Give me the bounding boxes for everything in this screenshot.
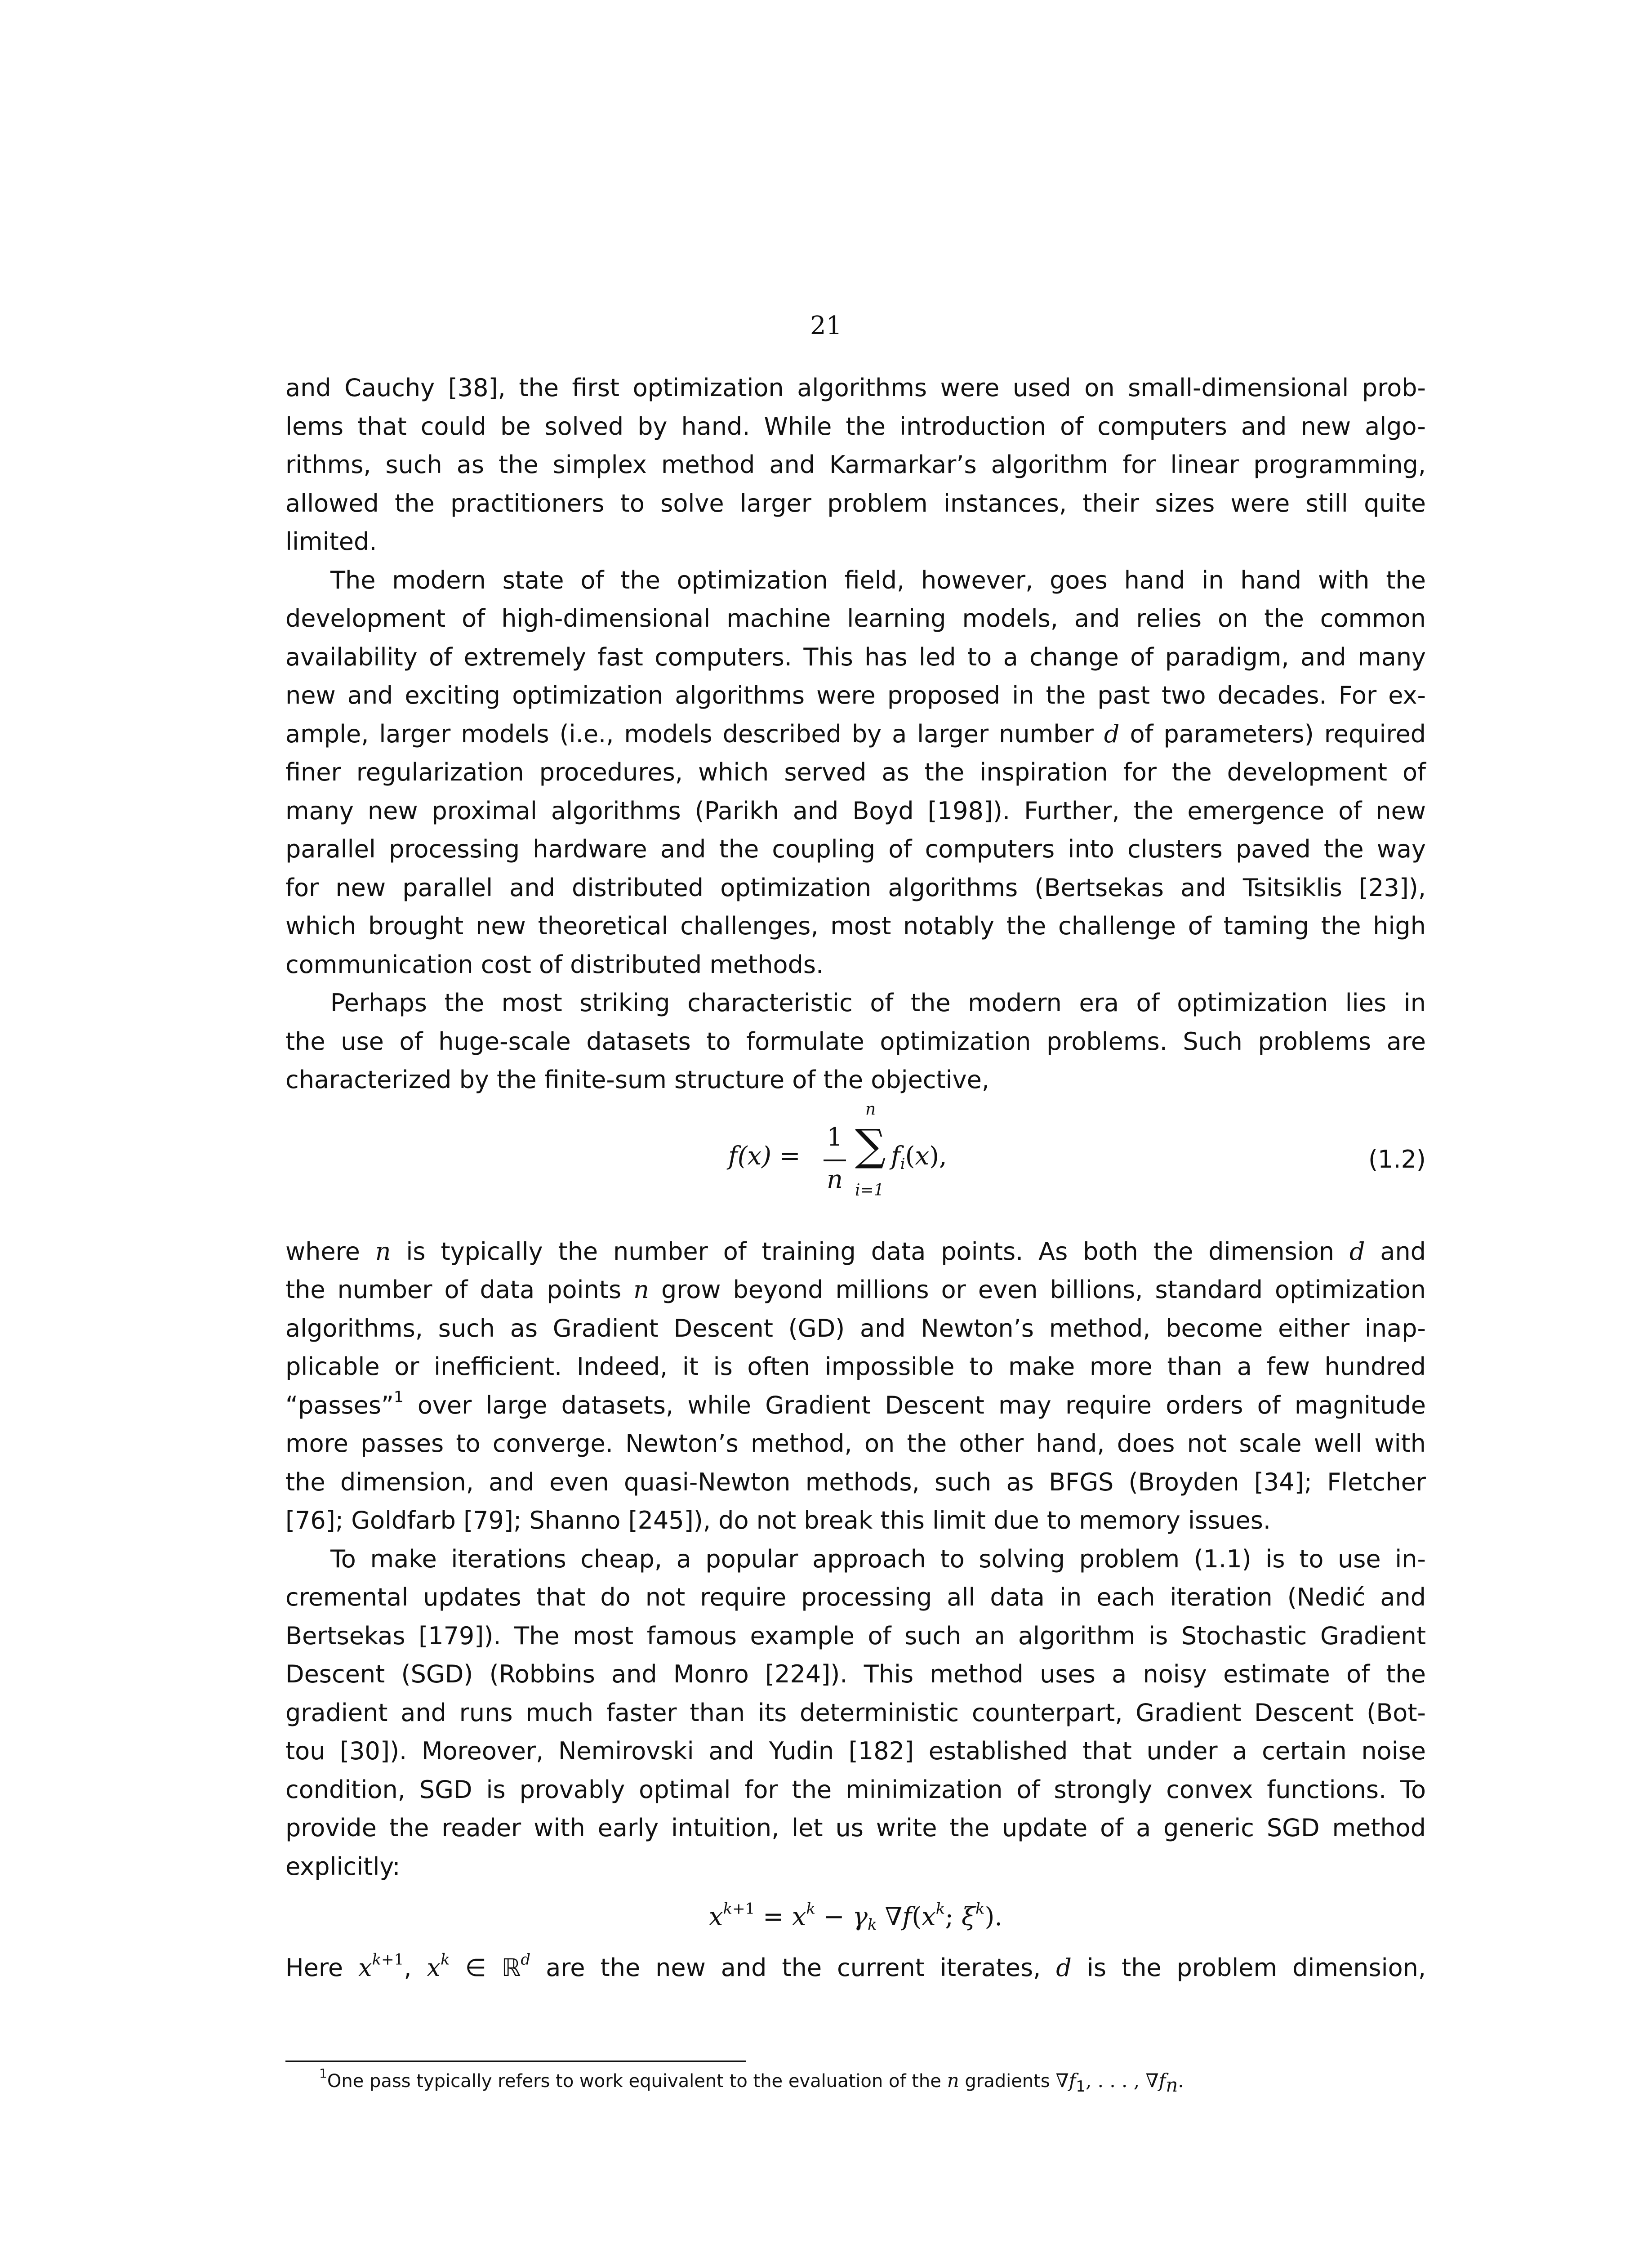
text-line: explicitly: [285, 1852, 401, 1881]
text-line: where n is typically the number of training data points. As both the dimension d and [285, 1237, 1426, 1266]
text-line: more passes to converge. Newton’s method, on the other hand, does not scale well with [285, 1429, 1426, 1458]
text-line: communication cost of distributed methods. [285, 950, 824, 979]
text-line: provide the reader with early intuition, let us write the update of a generic SGD method [285, 1814, 1426, 1842]
equation-number: (1.2) [1368, 1145, 1426, 1173]
text-line: for new parallel and distributed optimization algorithms (Bertsekas and Tsitsiklis [23]), [285, 873, 1426, 902]
paragraph [285, 1232, 1426, 1540]
text-line: parallel processing hardware and the coupling of computers into clusters paved the way [285, 835, 1426, 863]
page-number: 21 [810, 311, 842, 340]
text-line: allowed the practitioners to solve larger problem instances, their sizes were still quite [285, 489, 1426, 517]
equation-finite-sum [285, 1100, 1426, 1224]
text-line: algorithms, such as Gradient Descent (GD) and Newton’s method, become either inap- [285, 1314, 1426, 1343]
summation-symbol: ∑ [855, 1120, 886, 1170]
text-line: Perhaps the most striking characteristic of the modern era of optimization lies in [330, 989, 1426, 1017]
fraction-bar [824, 1160, 846, 1161]
text-line: gradient and runs much faster than its deterministic counterpart, Gradient Descent (Bot- [285, 1698, 1426, 1727]
text-line: “passes”$^1$ over large datasets, while Gradient Descent may require orders of magnitude [285, 1388, 1426, 1419]
text-line: many new proximal algorithms (Parikh and Boyd [198]). Further, the emergence of new [285, 796, 1426, 825]
text-line: and Cauchy [38], the first optimization algorithms were used on small-dimensional prob- [285, 374, 1426, 402]
text-line: finer regularization procedures, which served as the inspiration for the development of [285, 758, 1426, 786]
text-line: Here $x^{k+1}$, $x^k$ ∈ ℝ$^d$ are the new and the current iterates, d is the problem dimension, [285, 1950, 1426, 1982]
sum-lower-limit: i=1 [855, 1181, 884, 1200]
text-line: availability of extremely fast computers. This has led to a change of paradigm, and many [285, 642, 1426, 671]
paragraph [285, 1949, 1426, 1987]
text-line: Descent (SGD) (Robbins and Monro [224]). This method uses a noisy estimate of the [285, 1660, 1426, 1688]
text-line: To make iterations cheap, a popular approach to solving problem (1.1) is to use in- [330, 1544, 1426, 1573]
footnote-text: One pass typically refers to work equivalent to the evaluation of the n gradients $\nabla f_1$, . . . , $\nabla f_n$. [327, 2070, 1184, 2096]
text-line: characterized by the finite-sum structure of the objective, [285, 1066, 989, 1094]
text-line: condition, SGD is provably optimal for the minimization of strongly convex functions. To [285, 1775, 1426, 1804]
text-line: the use of huge-scale datasets to formulate optimization problems. Such problems are [285, 1027, 1426, 1056]
text-line: the dimension, and even quasi-Newton methods, such as BFGS (Broyden [34]; Fletcher [285, 1467, 1426, 1496]
paragraph [285, 1540, 1426, 1886]
text-line: which brought new theoretical challenges, most notably the challenge of taming the high [285, 912, 1426, 940]
text-line: [76]; Goldfarb [79]; Shanno [245]), do not break this limit due to memory issues. [285, 1506, 1271, 1534]
sum-upper-limit: n [865, 1100, 876, 1119]
text-line: limited. [285, 527, 377, 556]
text-line: Bertsekas [179]). The most famous example of such an algorithm is Stochastic Gradient [285, 1621, 1426, 1650]
text-line: ample, larger models (i.e., models described by a larger number d of parameters) required [285, 719, 1426, 748]
equation-sgd-update: $x^{k+1} = x^k - \gamma_k$ $\nabla f(x^k$; $\xi^k$). [708, 1900, 1003, 1934]
footnote [319, 2067, 1184, 2095]
text-line: The modern state of the optimization field, however, goes hand in hand with the [330, 566, 1426, 594]
text-line: lems that could be solved by hand. While the introduction of computers and new algo- [285, 412, 1426, 441]
paragraph [285, 369, 1426, 561]
paragraph [285, 561, 1426, 984]
main-text [285, 369, 1426, 1987]
paragraph [285, 984, 1426, 1099]
text-line: rithms, such as the simplex method and Karmarkar’s algorithm for linear programming, [285, 450, 1426, 479]
equation-rhs: $f_i(x)$, [891, 1141, 947, 1173]
text-line: cremental updates that do not require processing all data in each iteration (Nedić and [285, 1583, 1426, 1611]
text-line: development of high-dimensional machine learning models, and relies on the common [285, 604, 1426, 633]
text-line: tou [30]). Moreover, Nemirovski and Yudin [182] established that under a certain noise [285, 1737, 1426, 1765]
footnote-rule [285, 2061, 746, 2062]
text-line: plicable or inefficient. Indeed, it is often impossible to make more than a few hundred [285, 1352, 1426, 1381]
footnote-marker: 1 [319, 2066, 327, 2081]
fraction-numerator: 1 [827, 1122, 843, 1152]
fraction-denominator: n [826, 1164, 843, 1194]
equation-lhs: f(x) = [728, 1141, 801, 1171]
text-line: the number of data points n grow beyond millions or even billions, standard optimization [285, 1276, 1426, 1304]
text-line: new and exciting optimization algorithms were proposed in the past two decades. For ex- [285, 681, 1426, 709]
